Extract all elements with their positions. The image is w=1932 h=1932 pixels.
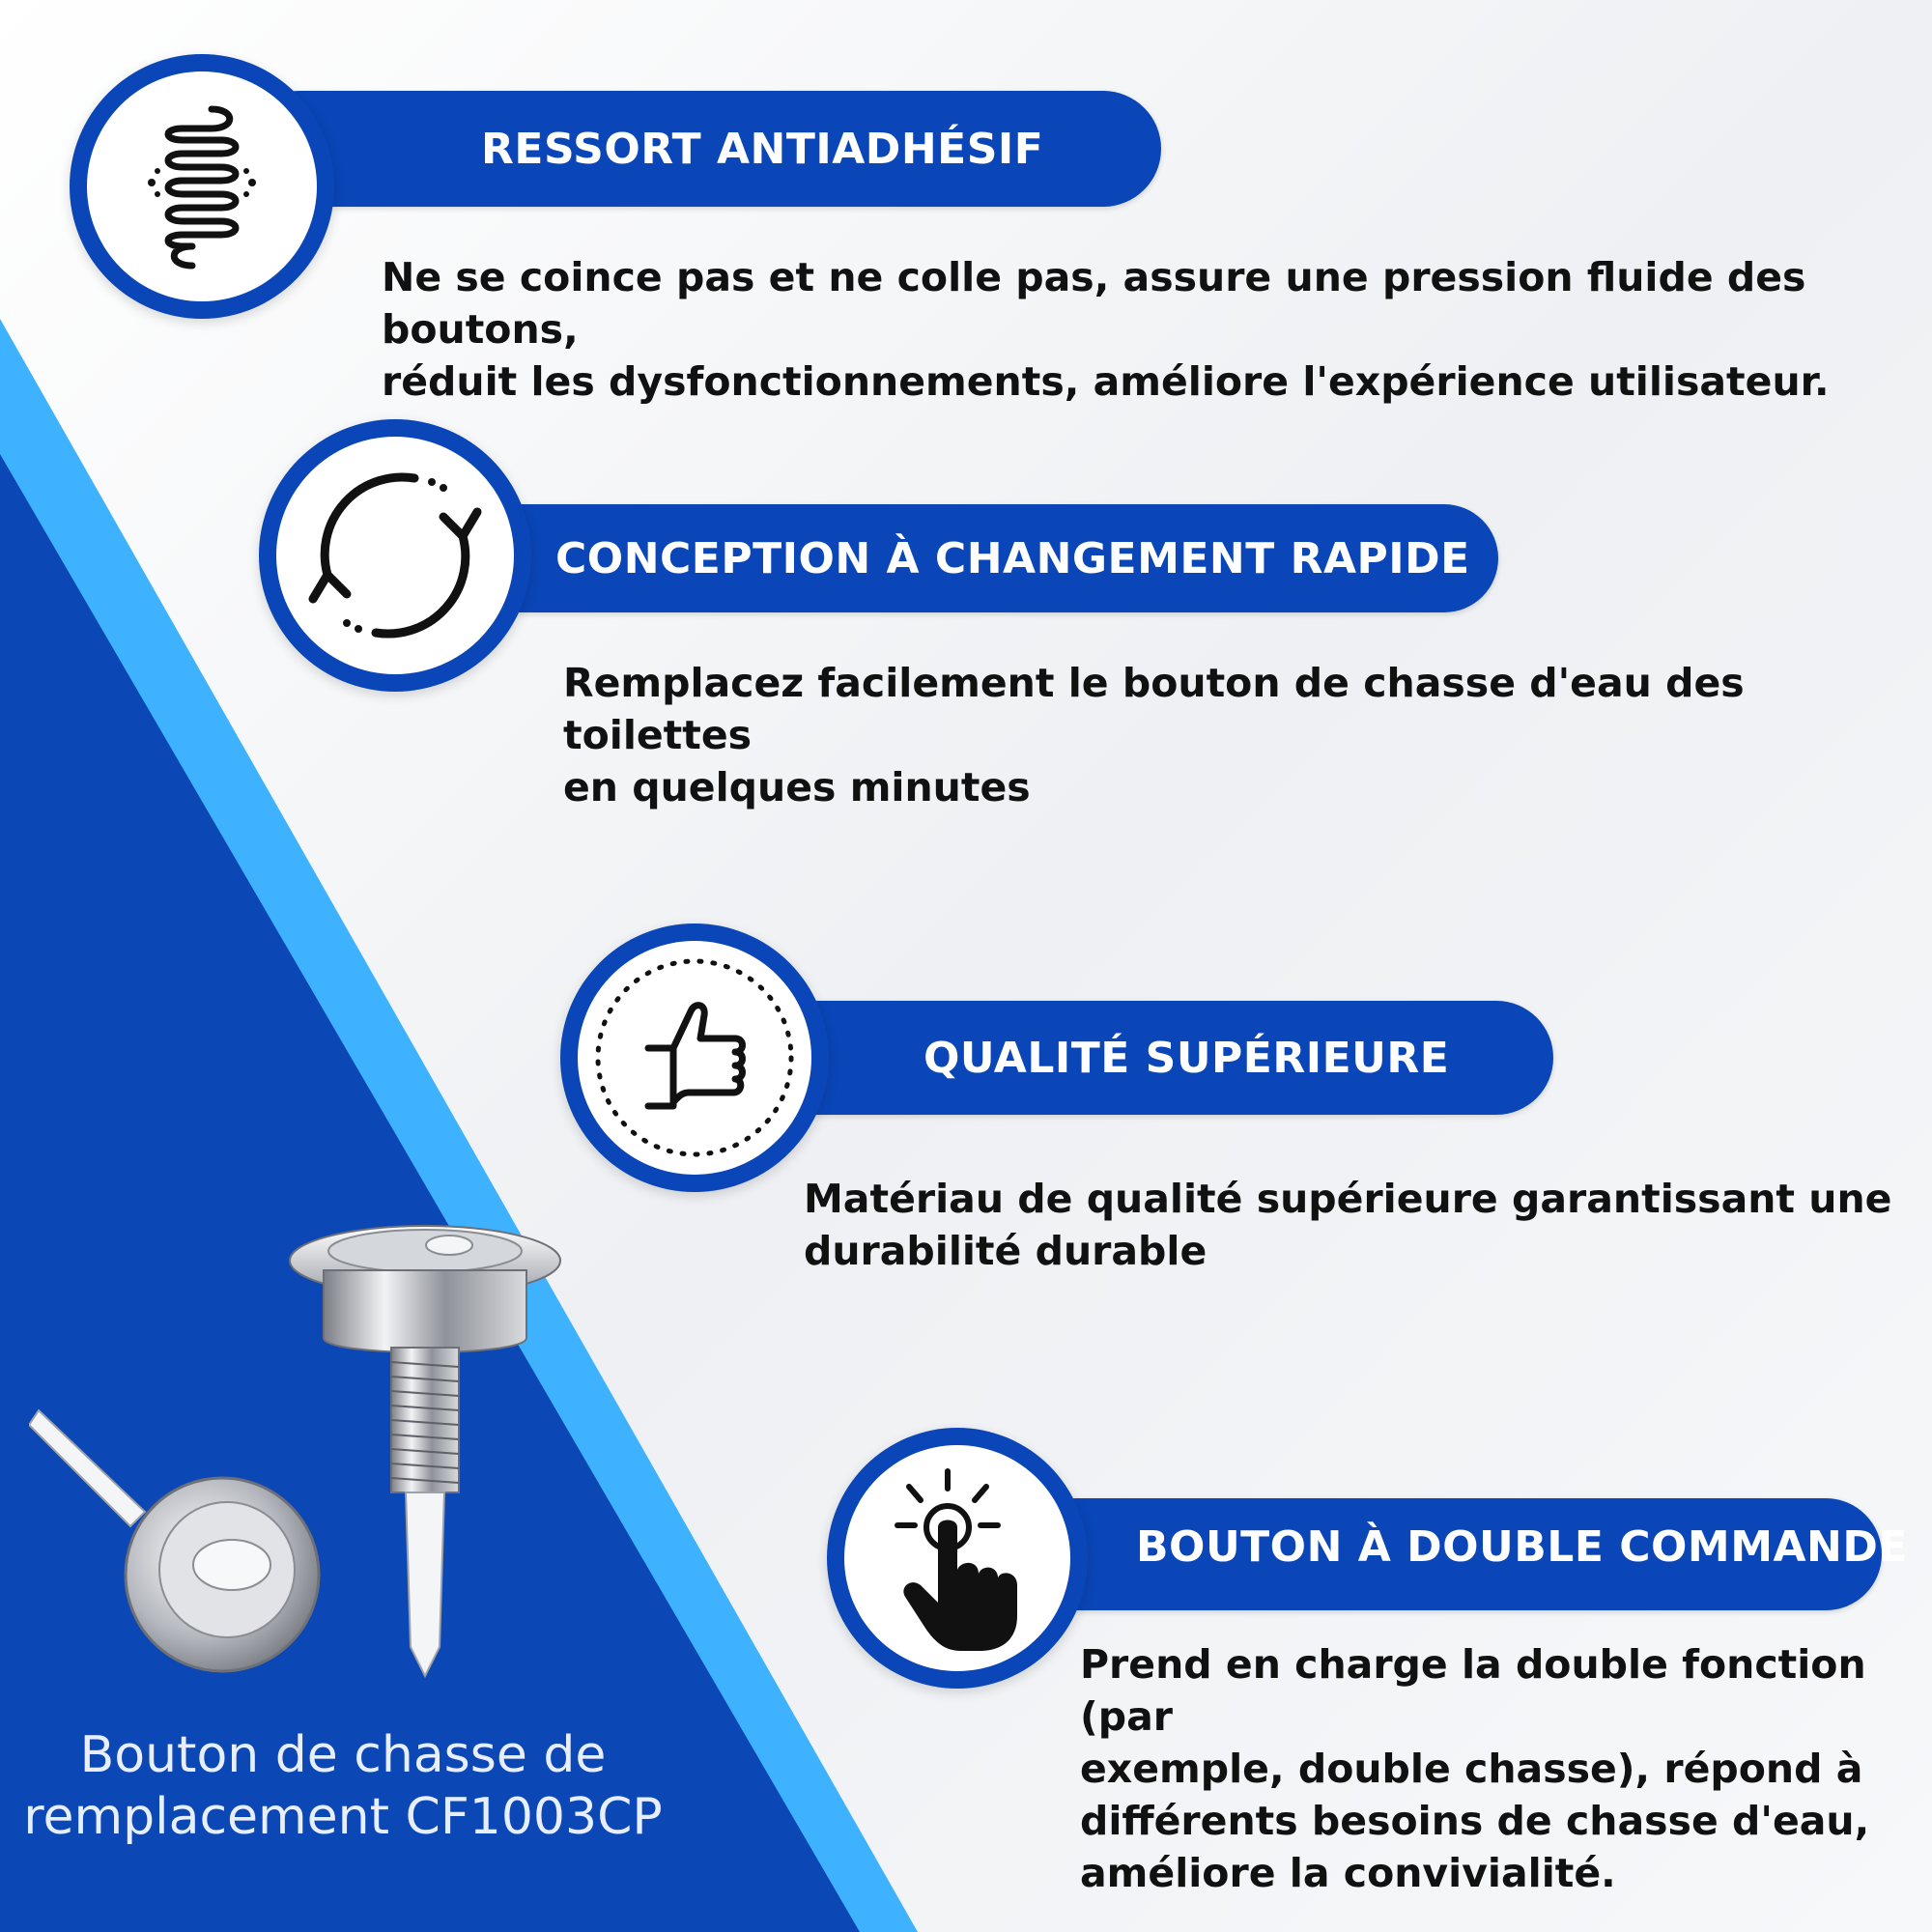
- flush-button-front-image: [29, 1406, 328, 1686]
- feature-description: [1080, 1638, 1930, 1899]
- description-line: Matériau de qualité supérieure garantissant une: [804, 1176, 1892, 1222]
- description-line: Ne se coince pas et ne colle pas, assure une pression fluide des boutons,: [382, 254, 1806, 353]
- feature-description: [804, 1173, 1915, 1277]
- description-line: améliore la convivialité.: [1080, 1850, 1616, 1896]
- description-line: réduit les dysfonctionnements, améliore l'expérience utilisateur.: [382, 358, 1830, 405]
- thumbs-up-icon: [578, 941, 811, 1175]
- feature-description: [563, 657, 1916, 813]
- refresh-cycle-icon: [276, 437, 514, 674]
- description-line: exemple, double chasse), répond à: [1080, 1746, 1863, 1792]
- caption-line: remplacement CF1003CP: [23, 1788, 663, 1846]
- caption-line: Bouton de chasse de: [79, 1726, 607, 1784]
- description-line: différents besoins de chasse d'eau,: [1080, 1798, 1870, 1844]
- feature-description: [382, 251, 1927, 408]
- feature-title: QUALITÉ SUPÉRIEURE: [923, 1034, 1450, 1083]
- product-caption: [0, 1724, 686, 1848]
- spring-icon: [87, 71, 317, 301]
- feature-title: CONCEPTION À CHANGEMENT RAPIDE: [555, 534, 1470, 583]
- finger-press-icon: [844, 1445, 1070, 1671]
- description-line: Prend en charge la double fonction (par: [1080, 1641, 1866, 1740]
- description-line: Remplacez facilement le bouton de chasse d'eau des toilettes: [563, 660, 1745, 758]
- description-line: durabilité durable: [804, 1228, 1208, 1274]
- feature-title: BOUTON À DOUBLE COMMANDE: [1136, 1522, 1908, 1572]
- feature-title: RESSORT ANTIADHÉSIF: [481, 125, 1044, 174]
- description-line: en quelques minutes: [563, 764, 1031, 810]
